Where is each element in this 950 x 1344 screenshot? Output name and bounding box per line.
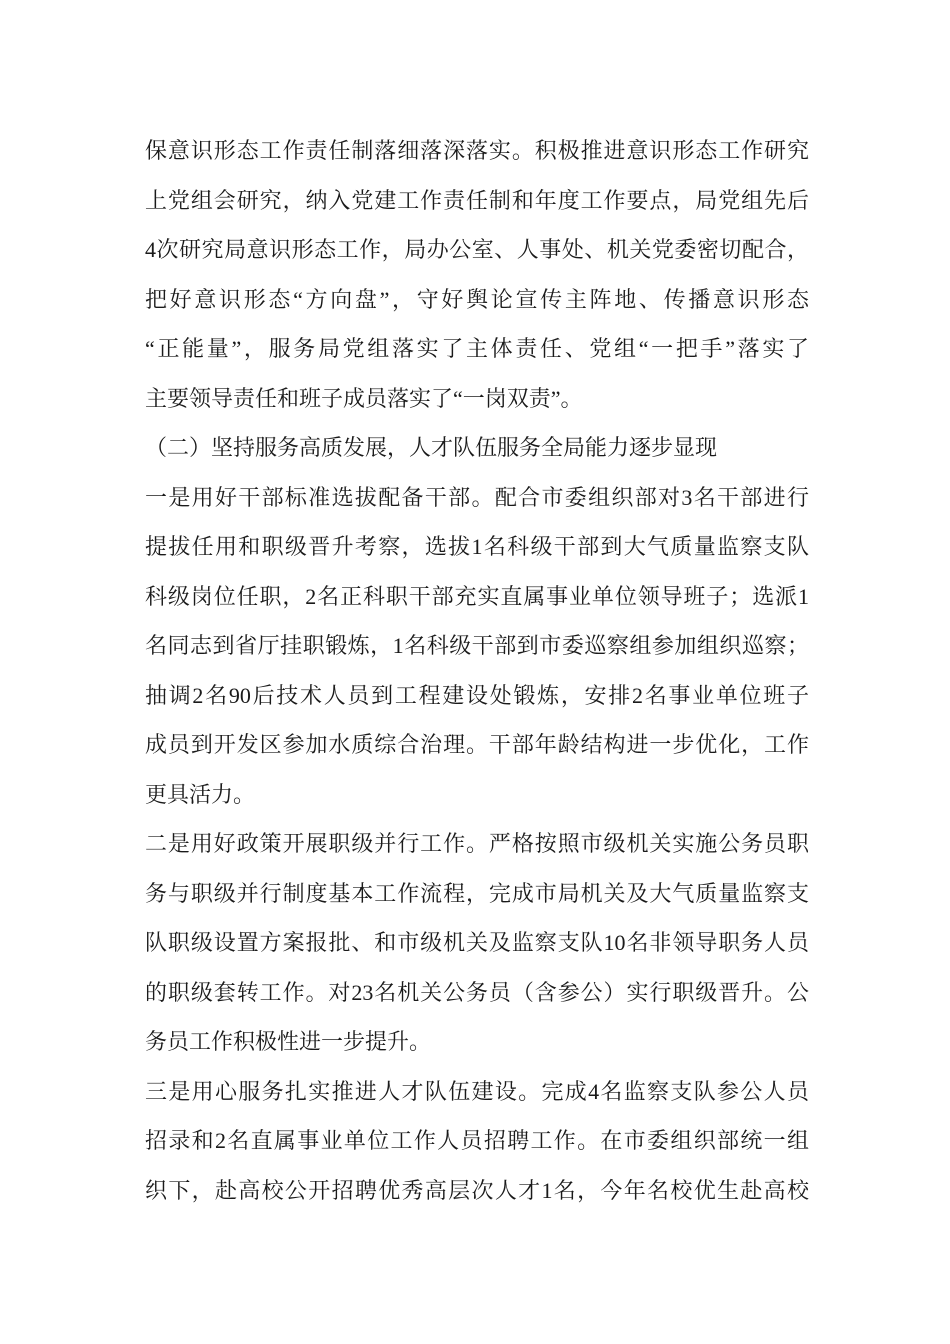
text-line: 队职级设置方案报批、和市级机关及监察支队10名非领导职务人员 bbox=[145, 930, 809, 955]
document-text-block bbox=[145, 126, 809, 1215]
text-line: 上党组会研究，纳入党建工作责任制和年度工作要点，局党组先后 bbox=[145, 187, 809, 213]
paragraph-rank-parallel-policy bbox=[145, 819, 809, 1067]
text-line: 招录和2名直属事业单位工作人员招聘工作。在市委组织部统一组 bbox=[145, 1128, 809, 1153]
text-line: 务与职级并行制度基本工作流程，完成市局机关及大气质量监察支 bbox=[145, 880, 809, 906]
text-line: 二是用好政策开展职级并行工作。严格按照市级机关实施公务员职 bbox=[145, 831, 809, 856]
section-heading-line: （二）坚持服务高质发展，人才队伍服务全局能力逐步显现 bbox=[145, 435, 718, 460]
text-line: 把好意识形态“方向盘”，守好舆论宣传主阵地、传播意识形态 bbox=[145, 286, 809, 312]
section-heading-2 bbox=[145, 423, 809, 473]
paragraph-cadre-selection bbox=[145, 473, 809, 820]
text-line: “正能量”，服务局党组落实了主体责任、党组“一把手”落实了 bbox=[145, 336, 809, 361]
text-line: 务员工作积极性进一步提升。 bbox=[145, 1029, 432, 1054]
text-line: 保意识形态工作责任制落细落深落实。积极推进意识形态工作研究 bbox=[145, 138, 809, 163]
text-line: 更具活力。 bbox=[145, 781, 256, 807]
text-line: 织下，赴高校公开招聘优秀高层次人才1名，今年名校优生赴高校 bbox=[145, 1177, 809, 1203]
text-line: 提拔任用和职级晋升考察，选拔1名科级干部到大气质量监察支队 bbox=[145, 534, 809, 559]
text-line: 主要领导责任和班子成员落实了“一岗双责”。 bbox=[145, 385, 583, 411]
text-line: 三是用心服务扎实推进人才队伍建设。完成4名监察支队参公人员 bbox=[145, 1078, 809, 1104]
text-line: 抽调2名90后技术人员到工程建设处锻炼，安排2名事业单位班子 bbox=[145, 682, 809, 708]
text-line: 科级岗位任职，2名正科职干部充实直属事业单位领导班子；选派1 bbox=[145, 583, 809, 609]
text-line: 4次研究局意识形态工作，局办公室、人事处、机关党委密切配合， bbox=[145, 237, 809, 262]
text-line: 一是用好干部标准选拔配备干部。配合市委组织部对3名干部进行 bbox=[145, 484, 809, 510]
text-line: 的职级套转工作。对23名机关公务员（含参公）实行职级晋升。公 bbox=[145, 979, 809, 1005]
text-line: 名同志到省厅挂职锻炼，1名科级干部到市委巡察组参加组织巡察； bbox=[145, 633, 809, 658]
paragraph-ideology-responsibility bbox=[145, 126, 809, 423]
text-line: 成员到开发区参加水质综合治理。干部年龄结构进一步优化，工作 bbox=[145, 732, 809, 757]
paragraph-talent-team-building bbox=[145, 1067, 809, 1216]
